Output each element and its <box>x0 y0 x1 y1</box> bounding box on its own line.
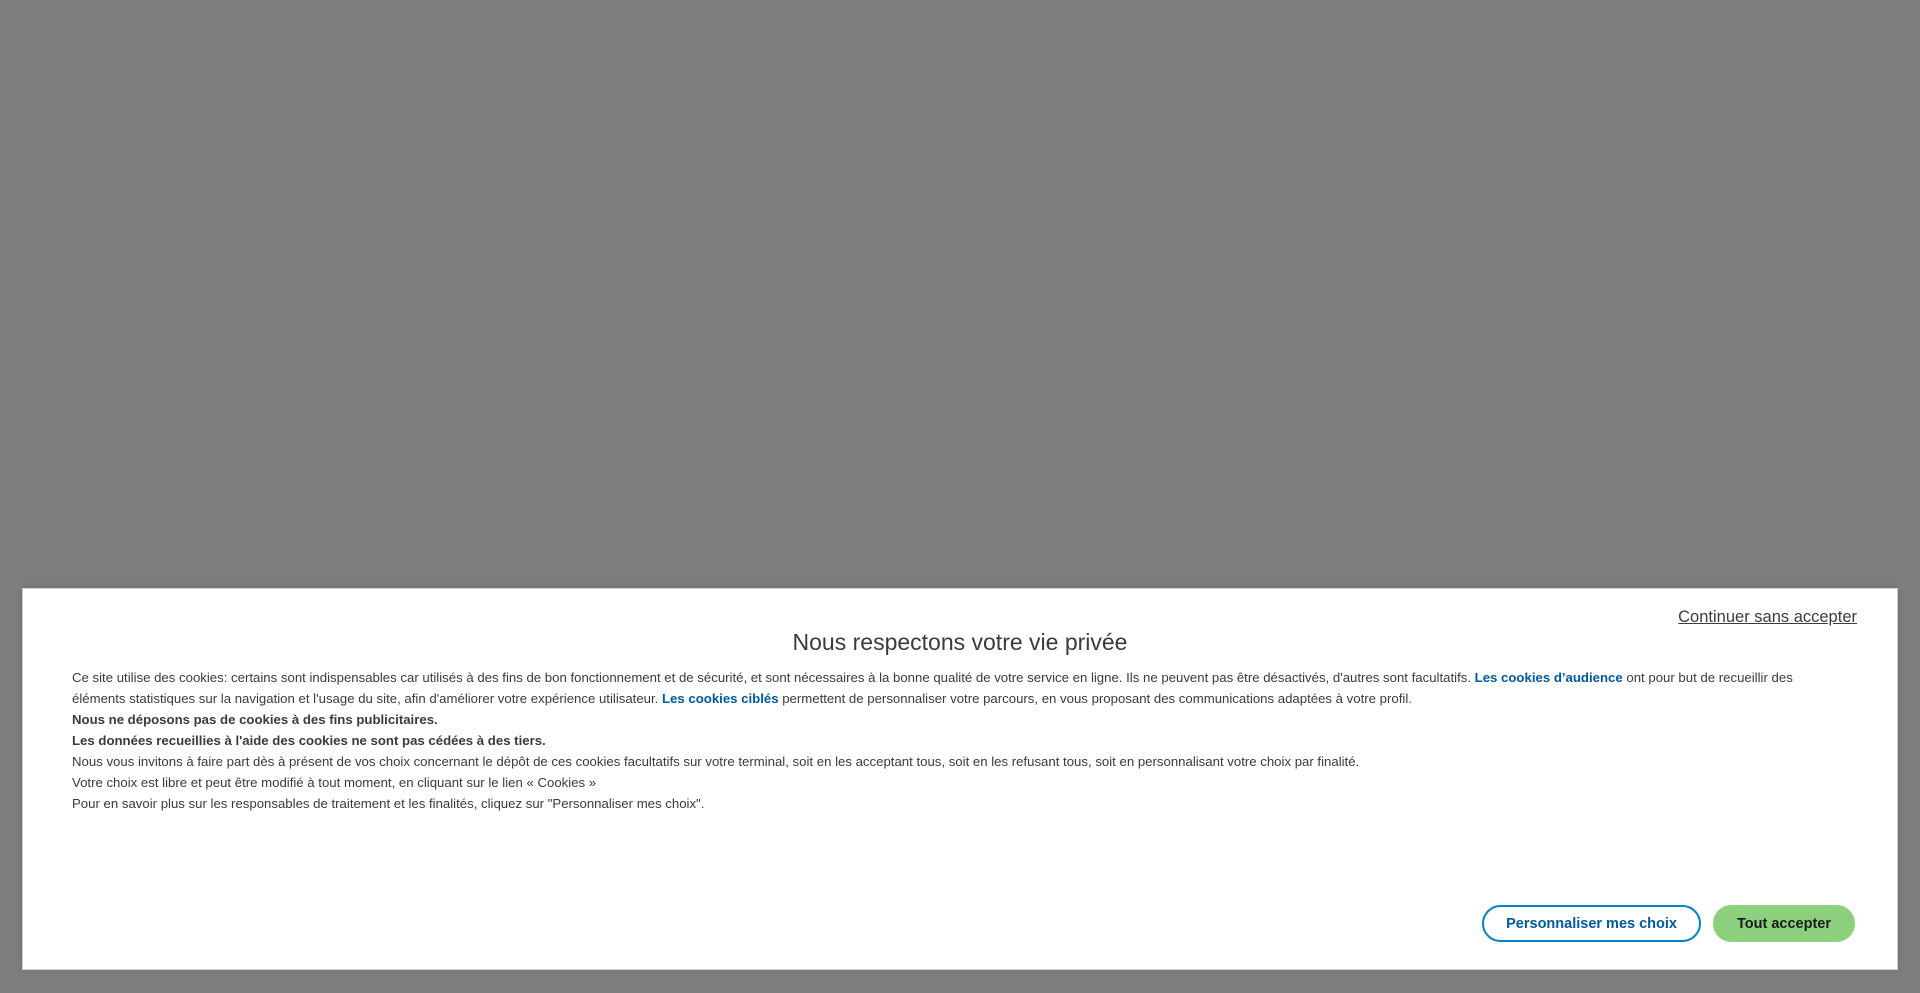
consent-intro-text-2: ont pour but de recueillir des éléments statistiques sur la navigation et l'usage du site, afin d'améliorer votre expérience utilisateur. <box>72 670 1793 706</box>
customize-choices-button[interactable]: Personnaliser mes choix <box>1482 905 1701 942</box>
consent-intro-text-1: Ce site utilise des cookies: certains sont indispensables car utilisés à des fins de bon fonctionnement et de sécurité, et sont nécessaires à la bonne qualité de votre service en ligne. Ils ne peuvent pas être désactivés, d'autres sont facultatifs. <box>72 670 1475 685</box>
continue-without-accepting-link[interactable]: Continuer sans accepter <box>1678 608 1857 626</box>
accept-all-button[interactable]: Tout accepter <box>1713 905 1855 942</box>
consent-title: Nous respectons votre vie privée <box>792 629 1128 655</box>
no-third-party-data-note: Les données recueillies à l'aide des cookies ne sont pas cédées à des tiers. <box>72 733 546 748</box>
no-advertising-cookies-note: Nous ne déposons pas de cookies à des fins publicitaires. <box>72 712 438 727</box>
consent-body <box>72 667 1848 814</box>
targeted-cookies-link[interactable]: Les cookies ciblés <box>662 691 779 706</box>
consent-learn-more-paragraph: Pour en savoir plus sur les responsables de traitement et les finalités, cliquez sur "Personnaliser mes choix". <box>72 796 705 811</box>
consent-free-choice-paragraph: Votre choix est libre et peut être modifié à tout moment, en cliquant sur le lien « Cookies » <box>72 775 597 790</box>
consent-intro-text-3: permettent de personnaliser votre parcours, en vous proposant des communications adaptées à votre profil. <box>778 691 1412 706</box>
cookie-consent-banner <box>22 588 1898 970</box>
consent-intro-paragraph <box>72 667 1848 709</box>
audience-cookies-link[interactable]: Les cookies d’audience <box>1474 670 1623 685</box>
consent-invite-paragraph: Nous vous invitons à faire part dès à présent de vos choix concernant le dépôt de ces cookies facultatifs sur votre terminal, soit en les acceptant tous, soit en les refusant tous, soit en personnalisant votre choix par finalité. <box>72 754 1360 769</box>
consent-action-buttons <box>1482 905 1855 942</box>
